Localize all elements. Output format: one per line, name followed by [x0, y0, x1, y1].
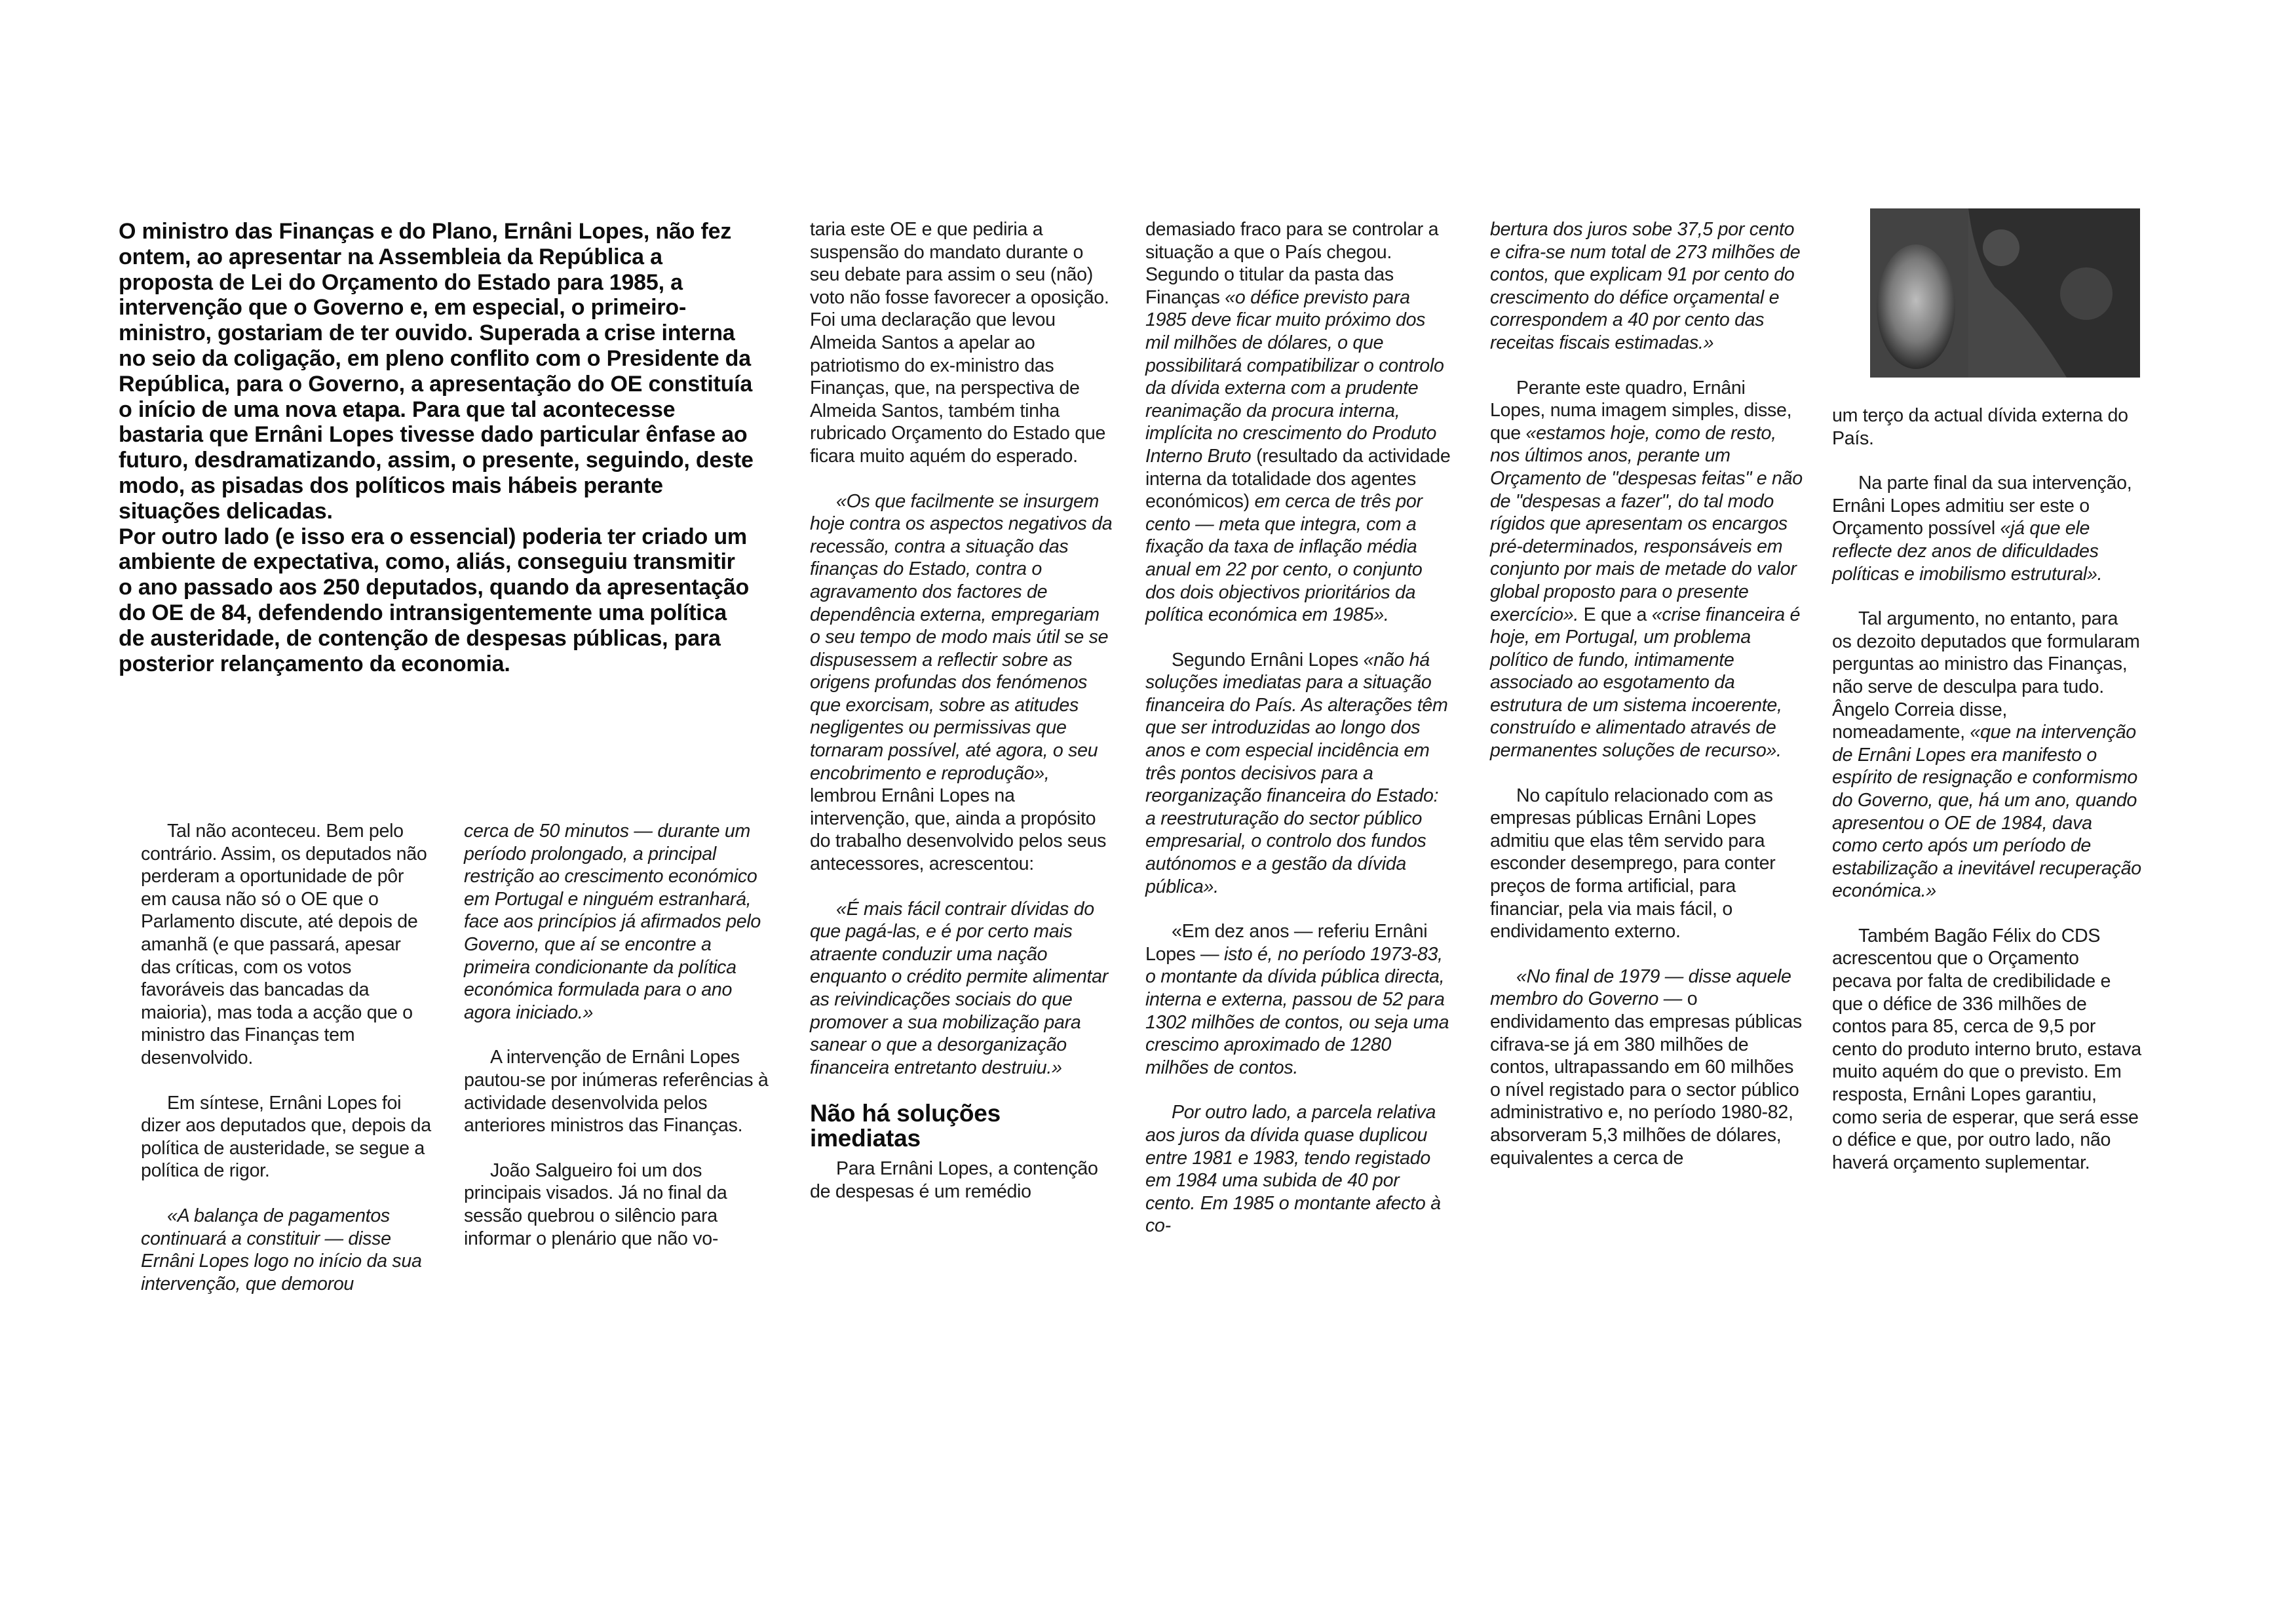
paragraph: Para Ernâni Lopes, a contenção de despesas é um remédio [810, 1158, 1098, 1202]
quote: «No final de 1979 — disse aquele membro do Governo — [1490, 965, 1791, 1010]
paragraph: taria este OE e que pediria a suspensão do mandato durante o seu debate para assim o seu (não) voto não fosse favorecer a oposição. Foi uma declaração que levou Almeida Santos a apelar ao patriotismo do ex-ministro das Finanças, que, na perspectiva de Almeida Santos, também tinha rubricado Orçamento do Estado que ficara muito aquém do esperado. [810, 219, 1109, 467]
paragraph: um terço da actual dívida externa do País. [1832, 405, 2128, 449]
paragraph [1832, 472, 2141, 585]
paragraph: A intervenção de Ernâni Lopes pautou-se por inúmeras referências à actividade desenvolvida pelos anteriores ministros das Finanças. [464, 1047, 769, 1137]
quote: «já que ele reflecte dez anos de dificuldades políticas e imobilismo estrutural». [1832, 518, 2103, 585]
paragraph [810, 490, 1113, 876]
text: E que a [1583, 604, 1647, 625]
paragraph [1490, 965, 1803, 1169]
paragraph: Também Bagão Félix do CDS acrescentou que o Orçamento pecava por falta de credibilidade e que o défice de 336 milhões de contos para 85, cerca de 9,5 por cento do produto interno bruto, estava muito aquém do que o previsto. Em resposta, Ernâni Lopes garantiu, como seria de esperar, que será esse o défice e que, por outro lado, não haverá orçamento suplementar. [1832, 925, 2141, 1173]
portrait-photo [1870, 208, 2140, 378]
article-column-3 [810, 218, 1113, 1226]
paragraph [1145, 920, 1453, 1079]
lead-text-1: O ministro das Finanças e do Plano, Ernâni Lopes, não fez ontem, ao apresentar na Assembleia da República a proposta de Lei do Orçamento do Estado para 1985, a intervenção que o Governo e, em especial, o primeiro-ministro, gostariam de ter ouvido. Superada a crise interna no seio da coligação, em pleno conflito com o Presidente da República, para o Governo, a apresentação do OE constituía o início de uma nova etapa. Para que tal acontecesse bastaria que Ernâni Lopes tivesse dado particular ênfase ao futuro, desdramatizando, assim, o presente, seguindo, deste modo, as pisadas dos políticos mais hábeis perante situações delicadas. [119, 219, 754, 524]
quote-paragraph: bertura dos juros sobe 37,5 por cento e cifra-se num total de 273 milhões de contos, que explicam 91 por cento do crescimento do défice orçamental e correspondem a 40 por cento das receitas fiscais estimadas.» [1490, 219, 1801, 353]
paragraph [1490, 377, 1803, 762]
quote-paragraph: cerca de 50 minutos — durante um período prolongado, a principal restrição ao crescimento económico em Portugal e ninguém estranhará, face aos princípios já afirmados pelo Governo, que aí se encontre a primeira condicionante da política económica formulada para o ano agora iniciado.» [464, 821, 761, 1023]
text: lembrou Ernâni Lopes na intervenção, que, ainda a propósito do trabalho desenvolvido pelos seus antecessores, acrescentou: [810, 785, 1107, 875]
text: (resultado da actividade interna da totalidade dos agentes económicos) [1145, 445, 1451, 513]
article-column-6 [1832, 404, 2141, 1196]
quote: «estamos hoje, como de resto, nos últimos anos, perante um Orçamento de "despesas feitas" e não de "despesas a fazer", do tal modo rígidos que apresentam os encargos pré-determinados, responsáveis em conjunto por mais de metade do valor global proposto para o presente exercício». [1490, 422, 1803, 625]
paragraph: Tal não aconteceu. Bem pelo contrário. Assim, os deputados não perderam a oportunidade de pôr em causa não só o OE que o Parlamento discute, até depois de amanhã (e que passará, apesar das críticas, com os votos favoráveis das bancadas da maioria), mas toda a acção que o ministro das Finanças tem desenvolvido. [141, 821, 427, 1068]
quote: em cerca de três por cento — meta que integra, com a fixação da taxa de inflação média anual em 22 por cento, o conjunto dos dois objectivos prioritários da política económica em 1985». [1145, 491, 1423, 626]
text: demasiado fraco para se controlar a situação a que o País chegou. Segundo o titular da pasta das Finanças [1145, 219, 1439, 308]
quote-paragraph: «É mais fácil contrair dívidas do que pagá-las, e é por certo mais atraente conduzir uma nação enquanto o crédito permite alimentar as reivindicações sociais do que promover a sua mobilização para sanear o que a desorganização financeira entretanto destruiu.» [810, 898, 1108, 1078]
quote: «que na intervenção de Ernâni Lopes era manifesto o espírito de resignação e conformismo do Governo, que, há um ano, quando apresentou o OE de 1984, dava como certo após um período de estabilização a inevitável recuperação económica.» [1832, 722, 2141, 902]
paragraph [1832, 608, 2141, 903]
text: Perante este quadro, Ernâni Lopes, numa imagem simples, disse, que [1490, 377, 1792, 444]
article-column-4 [1145, 218, 1453, 1260]
quote-paragraph: «A balança de pagamentos continuará a constituir — disse Ernâni Lopes logo no início da sua intervenção, que demorou [141, 1205, 422, 1294]
text: Tal argumento, no entanto, para os dezoito deputados que formularam perguntas ao ministro das Finanças, não serve de desculpa para tudo. Ângelo Correia disse, nomeadamente, [1832, 608, 2140, 743]
text: Na parte final da sua intervenção, Ernâni Lopes admitiu ser este o Orçamento possível [1832, 473, 2132, 539]
quote: «não há soluções imediatas para a situação financeira do País. As alterações têm que ser introduzidas ao longo dos anos e com especial incidência em três pontos decisivos para a reorganização financeira do Estado: a reestruturação do sector público empresarial, o controlo dos fundos autónomos e a gestão da dívida pública». [1145, 649, 1448, 897]
paragraph: No capítulo relacionado com as empresas públicas Ernâni Lopes admitiu que elas têm servido para esconder desemprego, para conter preços de forma artificial, para financiar, pela via mais fácil, o endividamento externo. [1490, 785, 1776, 943]
quote-paragraph: Por outro lado, a parcela relativa aos juros da dívida quase duplicou entre 1981 e 1983, tendo registado em 1984 uma subida de 40 por cento. Em 1985 o montante afecto à co- [1145, 1102, 1441, 1237]
quote: isto é, no período 1973-83, o montante da dívida pública directa, interna e externa, passou de 52 para 1302 milhões de contos, ou seja uma crescimo aproximado de 1280 milhões de contos. [1145, 943, 1449, 1078]
lead-paragraph [119, 219, 754, 676]
paragraph [1145, 218, 1453, 627]
quote: «crise financeira é hoje, em Portugal, um problema político de fundo, intimamente associado ao esgotamento da estrutura de um sistema incoerente, construído e alimentado através de permanentes soluções de recurso». [1490, 604, 1801, 762]
text: Segundo Ernâni Lopes [1172, 649, 1358, 671]
paragraph: João Salgueiro foi um dos principais visados. Já no final da sessão quebrou o silêncio para informar o plenário que não vo- [464, 1159, 727, 1249]
paragraph: Em síntese, Ernâni Lopes foi dizer aos deputados que, depois da política de austeridade, se segue a política de rigor. [141, 1092, 431, 1182]
quote: «Os que facilmente se insurgem hoje contra os aspectos negativos da recessão, contra a situação das finanças do Estado, contra o agravamento dos factores de dependência externa, empregariam o seu tempo de modo mais útil se se dispusessem a reflectir sobre as origens profundas dos fenómenos que exorcisam, sobre as atitudes negligentes ou permissivas que tornaram possível, até agora, o seu encobrimento e reprodução», [810, 490, 1113, 784]
lead-text-2: Por outro lado (e isso era o essencial) poderia ter criado um ambiente de expectativa, como, aliás, conseguiu transmitir o ano passado aos 250 deputados, quando da apresentação do OE de 84, defendendo intransigentemente uma política de austeridade, de contenção de despesas públicas, para posterior relançamento da economia. [119, 524, 750, 676]
quote: «o défice previsto para 1985 deve ficar muito próximo dos mil milhões de dólares, o que possibilitará compatibilizar o controlo da dívida externa com a prudente reanimação da procura interna, implícita no crescimento do Produto Interno Bruto [1145, 286, 1444, 467]
portrait-photo-image [1870, 208, 2140, 378]
text: «Em dez anos — referiu Ernâni Lopes — [1145, 921, 1428, 965]
text: o endividamento das empresas públicas cifrava-se já em 380 milhões de contos, ultrapassando em 60 milhões o nível registado para o sector público administrativo e, no período 1980-82, absorveram 5,3 milhões de dólares, equivalentes a cerca de [1490, 988, 1802, 1169]
paragraph [1145, 649, 1453, 899]
article-column-2 [464, 820, 776, 1272]
article-column-1 [141, 820, 433, 1317]
subheading: Não há soluções imediatas [810, 1100, 1001, 1152]
article-column-5 [1490, 218, 1803, 1192]
